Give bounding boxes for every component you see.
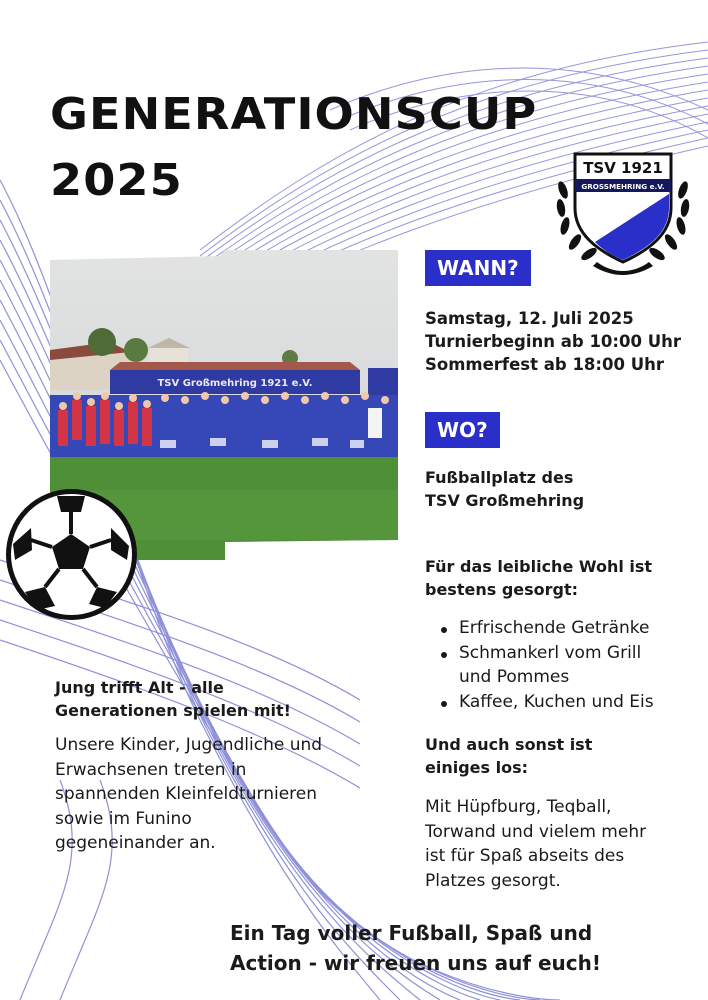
catering-list (425, 616, 654, 714)
where-tag: WO? (425, 412, 500, 448)
activities-line: ist für Spaß abseits des (425, 846, 625, 866)
activities-heading-line: einiges los: (425, 758, 529, 777)
when-tag: WANN? (425, 250, 531, 286)
generations-heading-line: Jung trifft Alt - alle (55, 678, 224, 697)
list-item-text: Schmankerl vom Grill (459, 642, 642, 663)
list-item-text: Kaffee, Kuchen und Eis (459, 691, 654, 712)
summer-party-start: Sommerfest ab 18:00 Uhr (425, 355, 664, 374)
activities-text (425, 795, 646, 893)
activities-heading-line: Und auch sonst ist (425, 735, 593, 754)
generations-text (55, 733, 322, 856)
event-date: Samstag, 12. Juli 2025 (425, 309, 634, 328)
activities-line: Mit Hüpfburg, Teqball, (425, 797, 612, 817)
closing-slogan (230, 918, 601, 978)
event-location (425, 466, 584, 512)
soccer-ball-icon (5, 488, 138, 621)
list-item (425, 616, 654, 641)
title-line: GENERATIONSCUP (50, 89, 538, 140)
event-date-times (425, 307, 681, 376)
activities-line: Torwand und vielem mehr (425, 821, 647, 842)
generations-heading-line: Generationen spielen mit! (55, 701, 291, 720)
activities-line: Platzes gesorgt. (425, 870, 561, 891)
list-item (425, 690, 654, 715)
logo-band-text: GROSSMEHRING e.V. (581, 182, 665, 191)
activities-heading (425, 733, 592, 779)
photo-banner-text: TSV Großmehring 1921 e.V. (157, 378, 313, 389)
generations-line: spannenden Kleinfeldturnieren (55, 784, 317, 804)
catering-heading-line: bestens gesorgt: (425, 580, 579, 599)
list-item-text: und Pommes (459, 667, 570, 687)
title-year: 2025 (50, 155, 183, 206)
list-item-text: Erfrischende Getränke (459, 618, 650, 638)
tournament-start: Turnierbeginn ab 10:00 Uhr (425, 332, 681, 351)
location-line: TSV Großmehring (425, 491, 585, 510)
bullet-icon (441, 652, 447, 658)
catering-heading-line: Für das leibliche Wohl ist (425, 557, 653, 576)
logo-top-text: TSV 1921 (583, 159, 663, 177)
generations-line: gegeneinander an. (55, 833, 216, 853)
list-item (425, 641, 654, 690)
bullet-icon (441, 627, 447, 633)
closing-line: Ein Tag voller Fußball, Spaß und (230, 921, 593, 945)
catering-heading (425, 555, 652, 601)
generations-line: Erwachsenen treten in (55, 759, 247, 780)
location-line: Fußballplatz des (425, 468, 574, 487)
poster-title (50, 82, 537, 214)
tsv-crest-logo (553, 150, 693, 275)
closing-line: Action - wir freuen uns auf euch! (230, 951, 602, 975)
generations-line: sowie im Funino (55, 808, 192, 829)
generations-line: Unsere Kinder, Jugendliche und (55, 735, 323, 755)
generations-heading (55, 676, 291, 722)
bullet-icon (441, 701, 447, 707)
